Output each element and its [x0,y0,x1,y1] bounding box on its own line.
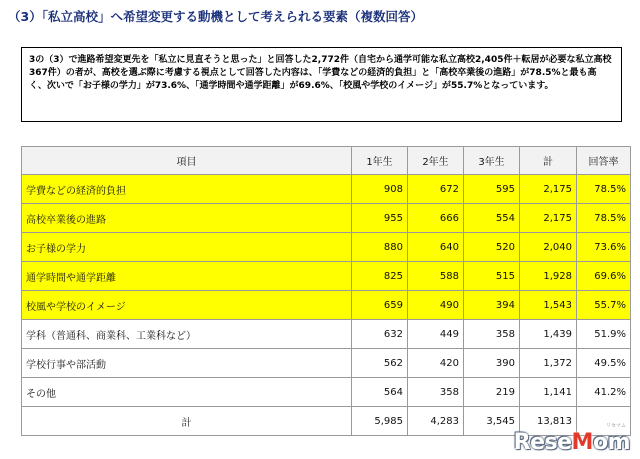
row-total: 1,439 [520,320,577,349]
row-year2: 420 [408,349,464,378]
row-rate: 49.5% [577,349,631,378]
table-row [22,175,631,204]
row-year2: 640 [408,233,464,262]
row-year1: 908 [352,175,408,204]
row-year2: 358 [408,378,464,407]
row-item: 校風や学校のイメージ [22,291,352,320]
response-table [21,146,631,436]
row-year2: 666 [408,204,464,233]
row-item: お子様の学力 [22,233,352,262]
row-rate: 41.2% [577,378,631,407]
logo-part-2: M [571,430,593,455]
row-year3: 554 [464,204,520,233]
summary-box [21,47,622,122]
table-row [22,349,631,378]
row-total: 1,141 [520,378,577,407]
table-body [22,175,631,436]
row-year3: 358 [464,320,520,349]
total-year1: 5,985 [352,407,408,436]
row-year3: 219 [464,378,520,407]
logo-part-1: Rese [513,430,572,455]
row-year1: 562 [352,349,408,378]
total-total: 13,813 [520,407,577,436]
row-total: 2,175 [520,175,577,204]
row-year2: 449 [408,320,464,349]
row-year1: 955 [352,204,408,233]
resemom-logo [514,430,630,455]
row-year3: 394 [464,291,520,320]
row-rate: 78.5% [577,175,631,204]
row-year3: 520 [464,233,520,262]
row-rate: 55.7% [577,291,631,320]
row-year1: 659 [352,291,408,320]
table-row [22,204,631,233]
header-rate: 回答率 [577,147,631,175]
row-year1: 825 [352,262,408,291]
row-year3: 515 [464,262,520,291]
table-row [22,378,631,407]
header-year2: 2年生 [408,147,464,175]
row-year2: 490 [408,291,464,320]
row-total: 1,543 [520,291,577,320]
table-row [22,262,631,291]
row-item: 学費などの経済的負担 [22,175,352,204]
watermark-subtext: リセマム [606,423,626,429]
table-row [22,320,631,349]
header-total: 計 [520,147,577,175]
table-row [22,291,631,320]
row-item: 学科（普通科、商業科、工業科など） [22,320,352,349]
summary-text: 3の（3）で進路希望変更先を「私立に見直そうと思った」と回答した2,772件（自宅から通学可能な私立高校2,405件＋転居が必要な私立高校367件）の者が、高校を選ぶ際に考慮する視点として回答した内容は、「学費などの経済的負担」と「高校卒業後の進路」が78.5%と最も高く、次いで「お子様の学力」が73.6%、「通学時間や通学距離」が69.6%、「校風や学校のイメージ」が55.7%となっています。 [29,55,612,91]
total-item: 計 [22,407,352,436]
row-total: 1,372 [520,349,577,378]
row-year1: 880 [352,233,408,262]
row-year2: 672 [408,175,464,204]
row-year1: 632 [352,320,408,349]
header-item: 項目 [22,147,352,175]
logo-part-3: om [592,430,630,455]
table-row [22,233,631,262]
row-year3: 595 [464,175,520,204]
row-year2: 588 [408,262,464,291]
total-year3: 3,545 [464,407,520,436]
header-year1: 1年生 [352,147,408,175]
row-rate: 78.5% [577,204,631,233]
row-total: 2,040 [520,233,577,262]
row-year3: 390 [464,349,520,378]
row-year1: 564 [352,378,408,407]
table-header-row [22,147,631,175]
total-year2: 4,283 [408,407,464,436]
row-item: 高校卒業後の進路 [22,204,352,233]
row-item: 通学時間や通学距離 [22,262,352,291]
row-rate: 69.6% [577,262,631,291]
row-rate: 73.6% [577,233,631,262]
header-year3: 3年生 [464,147,520,175]
row-total: 2,175 [520,204,577,233]
section-heading: （3）「私立高校」へ希望変更する動機として考えられる要素（複数回答） [8,9,423,24]
row-item: 学校行事や部活動 [22,349,352,378]
row-rate: 51.9% [577,320,631,349]
row-total: 1,928 [520,262,577,291]
row-item: その他 [22,378,352,407]
